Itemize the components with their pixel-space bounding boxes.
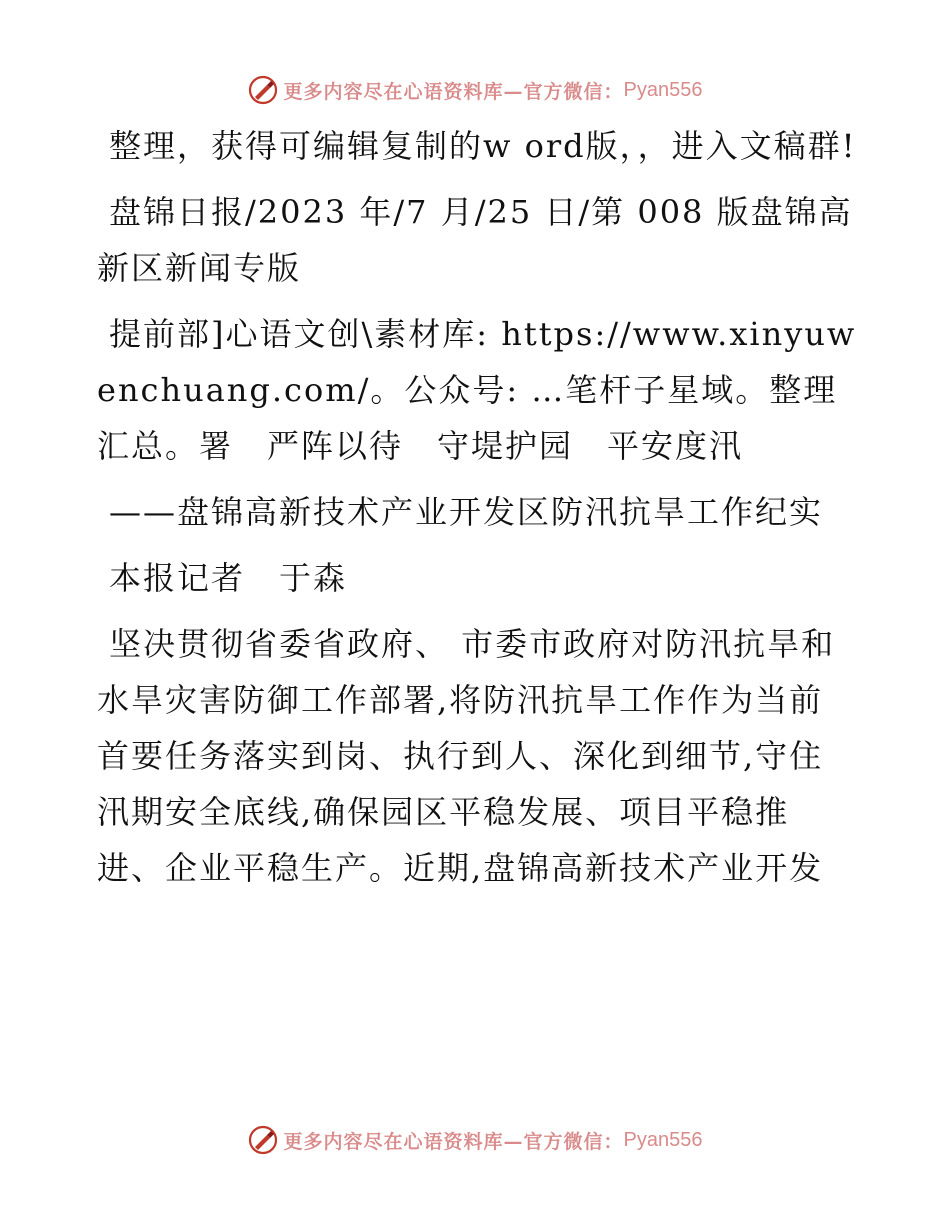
pen-seal-logo-icon (248, 1125, 278, 1155)
watermark-wechat-id: Pyan556 (623, 1128, 703, 1151)
document-body (97, 118, 857, 906)
paragraph-subtitle: ——盘锦高新技术产业开发区防汛抗旱工作纪实 (109, 493, 824, 531)
paragraph-source: 盘锦日报/2023 年/7 月/25 日/第 008 版盘锦高新区新闻专版 (97, 193, 853, 287)
footer-watermark (0, 1120, 950, 1160)
header-watermark (0, 70, 950, 110)
watermark-text: 更多内容尽在心语资料库—官方微信： (283, 1130, 624, 1153)
paragraph-byline: 本报记者 于森 (109, 559, 348, 597)
watermark-wechat-id: Pyan556 (623, 78, 703, 101)
paragraph-intro: 整理，获得可编辑复制的w ord版，，进入文稿群! (109, 127, 857, 165)
pen-seal-logo-icon (248, 75, 278, 105)
watermark-text: 更多内容尽在心语资料库—官方微信： (283, 80, 624, 103)
paragraph-title: 提前部]心语文创\素材库: https://www.xinyuwenchuang.com/。公众号: …笔杆子星域。整理汇总。署 严阵以待 守堤护园 平安度汛 (97, 315, 857, 465)
paragraph-body: 坚决贯彻省委省政府、 市委市政府对防汛抗旱和水旱灾害防御工作部署,将防汛抗旱工作作为当前首要任务落实到岗、执行到人、深化到细节,守住汛期安全底线,确保园区平稳发展、项目平稳推进、企业平稳生产。近期,盘锦高新技术产业开发 (97, 625, 836, 887)
